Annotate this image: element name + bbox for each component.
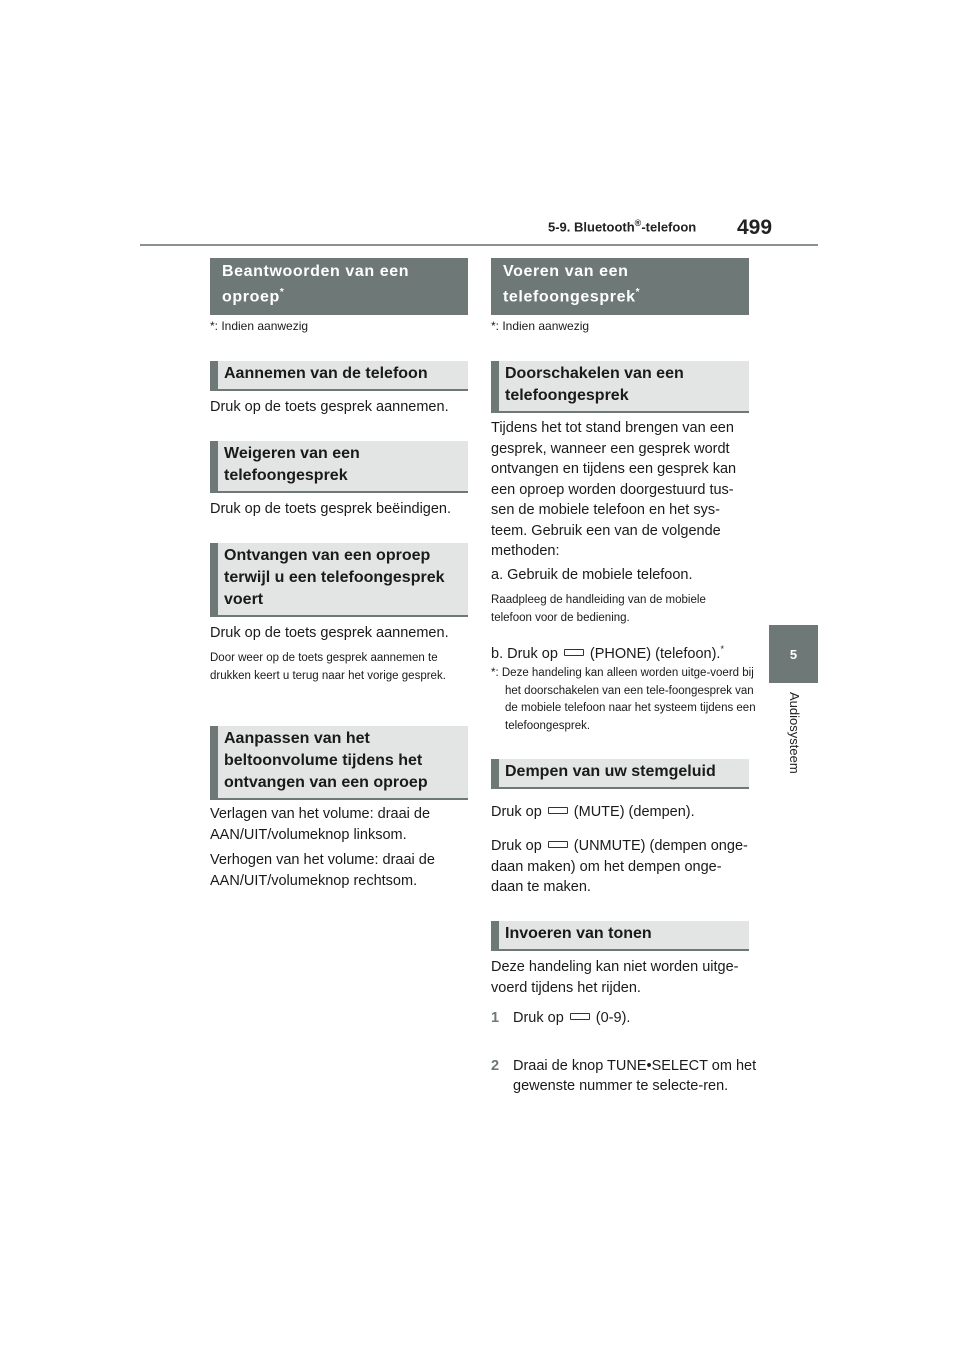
left-section-answer: Aannemen van de telefoon (210, 361, 468, 391)
right-mute-text: Druk op (MUTE) (dempen). (491, 804, 695, 820)
right-heading: Voeren van een telefoongesprek* (491, 258, 749, 315)
chapter-label: Audiosysteem (787, 692, 802, 774)
left-section-reject: Weigeren van een telefoongesprek (210, 441, 468, 493)
mute-button-icon (548, 807, 568, 814)
left-volume-down: Verlagen van het volume: draai de AAN/UIT/volumeknop linksom. (210, 806, 431, 843)
right-tones-step-2: 2 Draai de knop TUNE•SELECT om het gewenste nummer te selecte-ren. (491, 1057, 757, 1094)
right-transfer-text: Tijdens het tot stand brengen van een gesprek, wanneer een gesprek wordt ontvangen en tijdens een gesprek kan een oproep worden doorgestuurd tus-sen de mobiele telefoon en het sys-teem. Gebruik een van de volgende methoden: (491, 420, 737, 559)
page-number: 499 (737, 216, 773, 239)
section-title: 5-9. Bluetooth®-telefoon (548, 218, 697, 235)
chapter-tab[interactable]: 5 (769, 625, 818, 683)
left-section-volume: Aanpassen van het beltoonvolume tijdens het ontvangen van een oproep (210, 726, 468, 800)
unmute-button-icon (548, 841, 568, 848)
right-footnote: *: Indien aanwezig (491, 319, 590, 333)
left-section-waiting: Ontvangen van een oproep terwijl u een telefoongesprek voert (210, 543, 468, 617)
left-footnote: *: Indien aanwezig (210, 319, 309, 333)
right-transfer-b: b. Druk op (PHONE) (telefoon).* (491, 644, 724, 662)
right-transfer-note: Raadpleeg de handleiding van de mobiele telefoon voor de bediening. (491, 594, 706, 624)
digit-button-icon (570, 1013, 590, 1020)
left-volume-up: Verhogen van het volume: draai de AAN/UIT/volumeknop rechtsom. (210, 852, 435, 889)
left-waiting-note: Door weer op de toets gesprek aannemen te drukken keert u terug naar het vorige gesprek. (210, 652, 446, 682)
left-answer-text: Druk op de toets gesprek aannemen. (210, 399, 449, 415)
header-divider (140, 244, 818, 246)
right-tones-text: Deze handeling kan niet worden uitge-voerd tijdens het rijden. (491, 959, 739, 996)
right-unmute-text: Druk op (UNMUTE) (dempen onge-daan maken) om het dempen onge-daan te maken. (491, 838, 748, 895)
left-reject-text: Druk op de toets gesprek beëindigen. (210, 501, 452, 517)
right-section-transfer: Doorschakelen van een telefoongesprek (491, 361, 749, 413)
right-tones-step-1: 1 Druk op (0-9). (491, 1010, 631, 1026)
phone-button-icon (564, 649, 584, 656)
right-section-mute: Dempen van uw stemgeluid (491, 759, 749, 789)
right-section-tones: Invoeren van tonen (491, 921, 749, 951)
left-waiting-text: Druk op de toets gesprek aannemen. (210, 625, 449, 641)
right-transfer-a: a. Gebruik de mobiele telefoon. (491, 567, 693, 583)
left-heading: Beantwoorden van een oproep* (210, 258, 468, 315)
right-transfer-footnote: *: Deze handeling kan alleen worden uitge-voerd bij het doorschakelen van een tele-foongesprek van de mobiele telefoon naar het systeem tijdens een telefoongesprek. (491, 667, 756, 732)
